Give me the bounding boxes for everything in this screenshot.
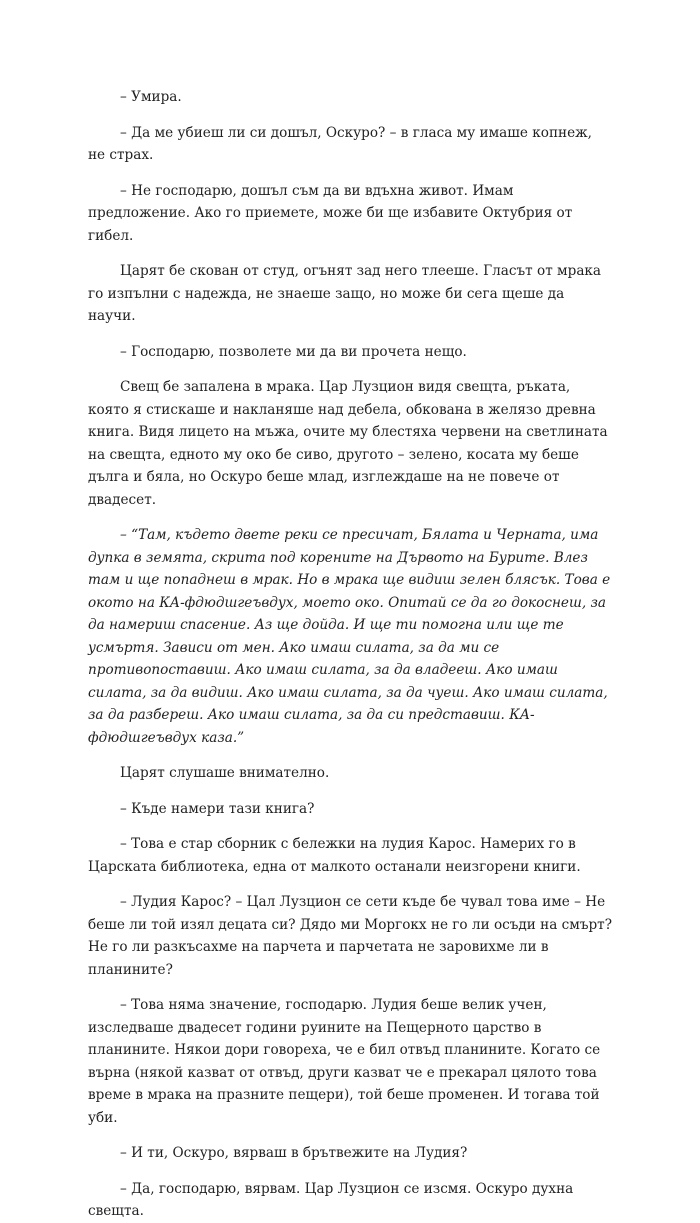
paragraph-2: – Да ме убиеш ли си дошъл, Оскуро? – в гласа му имаше копнеж, не страх. <box>88 124 592 163</box>
paragraph-4: Царят бе скован от студ, огънят зад него тлееше. Гласът от мрака го изпълни с надежда, не знаеше защо, но може би сега щеше да научи. <box>88 263 602 324</box>
paragraph-8: Царят слушаше внимателно. <box>120 765 330 781</box>
paragraph-3: – Не господарю, дошъл съм да ви вдъхна живот. Имам предложение. Ако го приемете, може би ще избавите Октубрия от гибел. <box>88 182 573 244</box>
paragraph-9: – Къде намери тази книга? <box>120 800 315 817</box>
paragraph-5: – Господарю, позволете ми да ви прочета нещо. <box>120 343 467 360</box>
paragraph-1: – Умира. <box>120 89 182 105</box>
paragraph-14: – Да, господарю, вярвам. Цар Лузцион се изсмя. Оскуро духна свещта. <box>88 1180 574 1219</box>
paragraph-10: – Това е стар сборник с бележки на лудия Карос. Намерих го в Царската библиотека, една от малкото останали неизгорени книги. <box>88 836 581 875</box>
paragraph-11: – Лудия Карос? – Цал Лузцион се сети къде бе чувал това име – Не беше ли той изял децата си? Дядо ми Моргокх не го ли осъди на смърт? Не го ли разкъсахме на парчета и парчетата не заровихме ли в планините? <box>88 894 612 978</box>
quoted-passage: – “Там, където двете реки се пресичат, Бялата и Черната, има дупка в земята, скрита под корените на Дървото на Бурите. Влез там и ще попаднеш в мрак. Но в мрака ще видиш зелен блясък. Това е окото на КА-фдюдшгеъвдух, моето око. Опитай се да го докоснеш, за да намериш спасение. Аз ще дойда. И ще ти помогна или ще те усмъртя. Зависи от мен. Ако имаш силата, за да ми се противопоставиш. Ако имаш силата, за да владееш. Ако имаш силата, за да видиш. Ако имаш силата, за да чуеш. Ако имаш силата, за да разбереш. Ако имаш силата, за да си представиш. КА-фдюдшгеъвдух каза.” <box>88 527 611 746</box>
paragraph-12: – Това няма значение, господарю. Лудия беше велик учен, изследваше двадесет години руините на Пещерното царство в планините. Някои дори говореха, че е бил отвъд планините. Когато се върна (някой казват от отвъд, други казват че е прекарал цялото това време в мрака на празните пещери), той беше променен. И тогава той уби. <box>88 997 601 1126</box>
paragraph-13: – И ти, Оскуро, вярваш в брътвежите на Лудия? <box>120 1145 468 1161</box>
paragraph-6: Свещ бе запалена в мрака. Цар Лузцион видя свещта, ръката, която я стискаше и накланяше над дебела, обкована в желязо древна книга. Видя лицето на мъжа, очите му блестяха червени на светлината на свещта, едното му око бе сиво, другото – зелено, косата му беше дълга и бяла, но Оскуро беше млад, изглеждаше на не повече от двадесет. <box>88 379 608 508</box>
